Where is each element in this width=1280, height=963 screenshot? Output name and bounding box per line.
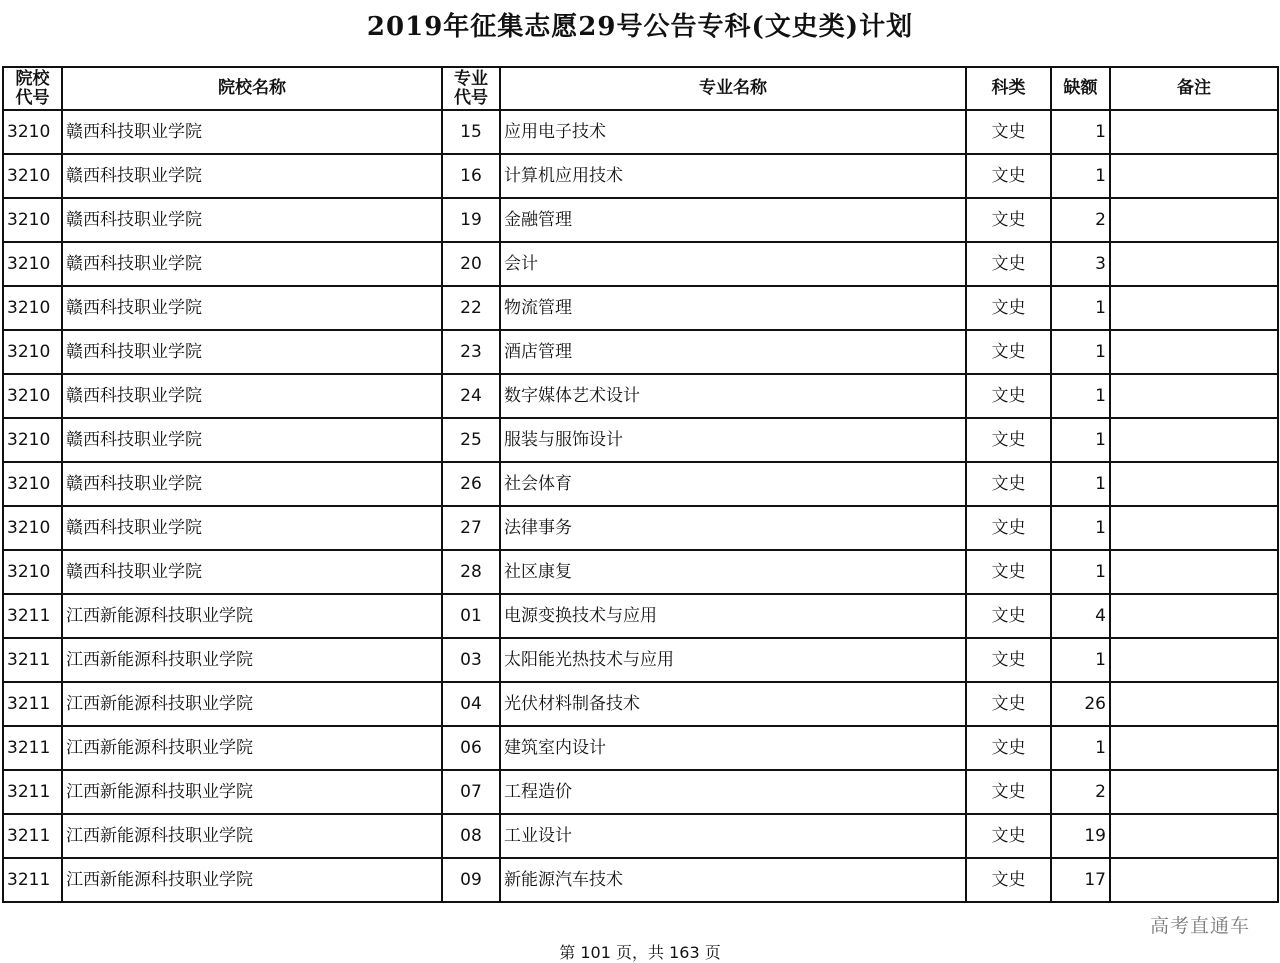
cell-major-code: 06	[442, 726, 500, 770]
cell-remarks	[1110, 594, 1278, 638]
cell-major-code: 20	[442, 242, 500, 286]
table-row	[3, 418, 1278, 462]
cell-remarks	[1110, 286, 1278, 330]
cell-major-name: 物流管理	[500, 286, 966, 330]
cell-school-name: 赣西科技职业学院	[62, 506, 442, 550]
cell-vacancy: 2	[1051, 198, 1110, 242]
cell-school-name: 赣西科技职业学院	[62, 198, 442, 242]
cell-category: 文史	[966, 682, 1051, 726]
cell-vacancy: 1	[1051, 418, 1110, 462]
cell-school-code: 3210	[3, 286, 62, 330]
cell-major-code: 01	[442, 594, 500, 638]
cell-major-code: 26	[442, 462, 500, 506]
header-vacancy: 缺额	[1051, 67, 1110, 110]
cell-category: 文史	[966, 374, 1051, 418]
cell-school-name: 江西新能源科技职业学院	[62, 638, 442, 682]
cell-remarks	[1110, 462, 1278, 506]
table-row	[3, 330, 1278, 374]
cell-school-code: 3211	[3, 682, 62, 726]
cell-major-code: 09	[442, 858, 500, 902]
cell-school-code: 3211	[3, 770, 62, 814]
cell-remarks	[1110, 374, 1278, 418]
cell-major-code: 16	[442, 154, 500, 198]
header-major-name: 专业名称	[500, 67, 966, 110]
cell-major-name: 会计	[500, 242, 966, 286]
table-header-row	[3, 67, 1278, 110]
header-category: 科类	[966, 67, 1051, 110]
table-row	[3, 682, 1278, 726]
cell-major-name: 社会体育	[500, 462, 966, 506]
table-row	[3, 154, 1278, 198]
cell-vacancy: 1	[1051, 154, 1110, 198]
table-row	[3, 550, 1278, 594]
cell-school-code: 3211	[3, 814, 62, 858]
cell-vacancy: 1	[1051, 638, 1110, 682]
cell-vacancy: 1	[1051, 286, 1110, 330]
cell-category: 文史	[966, 770, 1051, 814]
cell-major-code: 28	[442, 550, 500, 594]
cell-major-code: 24	[442, 374, 500, 418]
cell-school-code: 3210	[3, 462, 62, 506]
cell-major-name: 光伏材料制备技术	[500, 682, 966, 726]
cell-school-name: 江西新能源科技职业学院	[62, 726, 442, 770]
cell-remarks	[1110, 814, 1278, 858]
cell-category: 文史	[966, 242, 1051, 286]
cell-major-code: 08	[442, 814, 500, 858]
cell-category: 文史	[966, 858, 1051, 902]
table-row	[3, 594, 1278, 638]
cell-major-name: 新能源汽车技术	[500, 858, 966, 902]
cell-major-code: 27	[442, 506, 500, 550]
cell-school-code: 3210	[3, 506, 62, 550]
cell-vacancy: 17	[1051, 858, 1110, 902]
cell-school-code: 3211	[3, 638, 62, 682]
cell-major-name: 法律事务	[500, 506, 966, 550]
cell-remarks	[1110, 550, 1278, 594]
cell-school-name: 江西新能源科技职业学院	[62, 814, 442, 858]
cell-major-name: 建筑室内设计	[500, 726, 966, 770]
cell-school-code: 3210	[3, 242, 62, 286]
cell-major-code: 22	[442, 286, 500, 330]
cell-remarks	[1110, 506, 1278, 550]
cell-school-name: 赣西科技职业学院	[62, 374, 442, 418]
cell-vacancy: 1	[1051, 110, 1110, 154]
cell-category: 文史	[966, 594, 1051, 638]
cell-school-name: 江西新能源科技职业学院	[62, 770, 442, 814]
cell-vacancy: 2	[1051, 770, 1110, 814]
cell-school-code: 3210	[3, 550, 62, 594]
cell-school-name: 赣西科技职业学院	[62, 330, 442, 374]
table-row	[3, 506, 1278, 550]
cell-category: 文史	[966, 506, 1051, 550]
cell-vacancy: 1	[1051, 374, 1110, 418]
cell-major-code: 04	[442, 682, 500, 726]
cell-school-name: 赣西科技职业学院	[62, 286, 442, 330]
table-row	[3, 814, 1278, 858]
cell-remarks	[1110, 858, 1278, 902]
cell-school-code: 3210	[3, 154, 62, 198]
cell-remarks	[1110, 110, 1278, 154]
table-row	[3, 286, 1278, 330]
cell-major-code: 07	[442, 770, 500, 814]
cell-major-name: 太阳能光热技术与应用	[500, 638, 966, 682]
cell-remarks	[1110, 242, 1278, 286]
cell-major-code: 23	[442, 330, 500, 374]
cell-category: 文史	[966, 330, 1051, 374]
cell-category: 文史	[966, 110, 1051, 154]
cell-remarks	[1110, 682, 1278, 726]
cell-vacancy: 1	[1051, 550, 1110, 594]
cell-category: 文史	[966, 638, 1051, 682]
header-school-name: 院校名称	[62, 67, 442, 110]
cell-major-name: 酒店管理	[500, 330, 966, 374]
plan-table	[2, 66, 1279, 903]
table-row	[3, 374, 1278, 418]
header-major-code: 专业 代号	[442, 67, 500, 110]
cell-remarks	[1110, 726, 1278, 770]
cell-remarks	[1110, 330, 1278, 374]
cell-school-code: 3210	[3, 418, 62, 462]
cell-vacancy: 1	[1051, 330, 1110, 374]
cell-major-name: 计算机应用技术	[500, 154, 966, 198]
table-row	[3, 462, 1278, 506]
table-row	[3, 638, 1278, 682]
cell-school-name: 江西新能源科技职业学院	[62, 594, 442, 638]
cell-vacancy: 4	[1051, 594, 1110, 638]
cell-major-name: 社区康复	[500, 550, 966, 594]
cell-major-name: 工业设计	[500, 814, 966, 858]
table-body	[3, 110, 1278, 902]
cell-school-code: 3210	[3, 330, 62, 374]
table-row	[3, 198, 1278, 242]
cell-school-code: 3210	[3, 110, 62, 154]
cell-major-code: 03	[442, 638, 500, 682]
cell-remarks	[1110, 770, 1278, 814]
cell-major-name: 数字媒体艺术设计	[500, 374, 966, 418]
cell-major-name: 金融管理	[500, 198, 966, 242]
cell-vacancy: 1	[1051, 462, 1110, 506]
cell-school-name: 赣西科技职业学院	[62, 418, 442, 462]
cell-vacancy: 1	[1051, 726, 1110, 770]
page-footer: 第 101 页，共 163 页	[559, 943, 721, 962]
cell-category: 文史	[966, 726, 1051, 770]
table-row	[3, 242, 1278, 286]
cell-school-name: 赣西科技职业学院	[62, 242, 442, 286]
cell-major-code: 25	[442, 418, 500, 462]
cell-major-name: 服装与服饰设计	[500, 418, 966, 462]
header-school-code: 院校 代号	[3, 67, 62, 110]
watermark: 高考直通车	[1149, 915, 1250, 937]
cell-major-code: 19	[442, 198, 500, 242]
table-row	[3, 726, 1278, 770]
cell-school-code: 3210	[3, 374, 62, 418]
cell-school-name: 赣西科技职业学院	[62, 462, 442, 506]
cell-vacancy: 1	[1051, 506, 1110, 550]
cell-remarks	[1110, 638, 1278, 682]
cell-category: 文史	[966, 154, 1051, 198]
header-remarks: 备注	[1110, 67, 1278, 110]
cell-school-code: 3211	[3, 726, 62, 770]
cell-major-name: 工程造价	[500, 770, 966, 814]
cell-category: 文史	[966, 462, 1051, 506]
cell-school-name: 赣西科技职业学院	[62, 110, 442, 154]
page-title: 2019年征集志愿29号公告专科(文史类)计划	[366, 12, 914, 42]
cell-category: 文史	[966, 814, 1051, 858]
cell-major-name: 应用电子技术	[500, 110, 966, 154]
table-row	[3, 858, 1278, 902]
cell-vacancy: 3	[1051, 242, 1110, 286]
cell-school-name: 赣西科技职业学院	[62, 154, 442, 198]
cell-school-name: 江西新能源科技职业学院	[62, 858, 442, 902]
cell-category: 文史	[966, 286, 1051, 330]
cell-school-name: 赣西科技职业学院	[62, 550, 442, 594]
cell-vacancy: 19	[1051, 814, 1110, 858]
cell-vacancy: 26	[1051, 682, 1110, 726]
cell-remarks	[1110, 154, 1278, 198]
cell-remarks	[1110, 418, 1278, 462]
cell-remarks	[1110, 198, 1278, 242]
cell-major-name: 电源变换技术与应用	[500, 594, 966, 638]
cell-school-name: 江西新能源科技职业学院	[62, 682, 442, 726]
cell-school-code: 3211	[3, 858, 62, 902]
table-row	[3, 770, 1278, 814]
cell-major-code: 15	[442, 110, 500, 154]
cell-category: 文史	[966, 198, 1051, 242]
cell-school-code: 3210	[3, 198, 62, 242]
cell-category: 文史	[966, 418, 1051, 462]
table-row	[3, 110, 1278, 154]
cell-school-code: 3211	[3, 594, 62, 638]
cell-category: 文史	[966, 550, 1051, 594]
